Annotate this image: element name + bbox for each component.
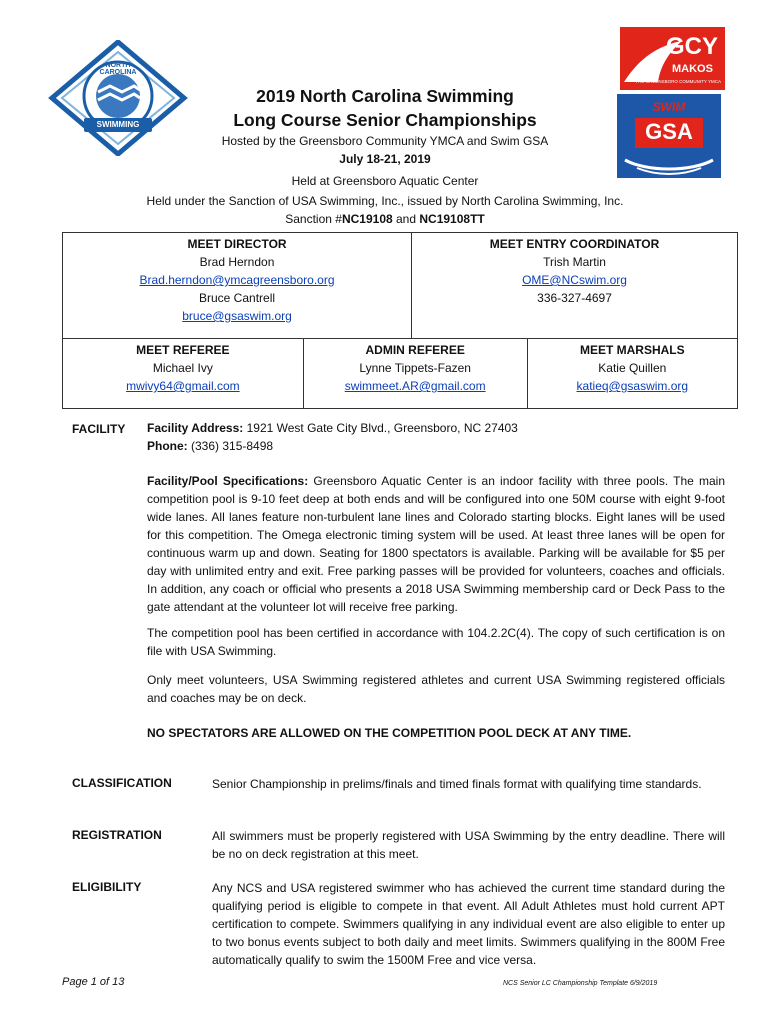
meet-marshals-name: Katie Quillen <box>598 361 667 375</box>
sanction-number-1: NC19108 <box>341 212 393 226</box>
eligibility-label: ELIGIBILITY <box>72 880 142 894</box>
meet-director-name-1: Brad Herndon <box>199 255 275 269</box>
classification-text: Senior Championship in prelims/finals and timed finals format with qualifying time standards. <box>212 777 702 791</box>
meet-title <box>170 84 600 132</box>
registration-text: All swimmers must be properly registered with USA Swimming by the entry deadline. There will be no on deck registration at this meet. <box>212 829 725 861</box>
gsa-text: GSA <box>645 119 693 144</box>
registration-label: REGISTRATION <box>72 828 162 842</box>
sanction-prefix: Sanction # <box>285 212 342 226</box>
facility-deck-access: Only meet volunteers, USA Swimming registered athletes and current USA Swimming registered officials and coaches may be on deck. <box>147 673 725 705</box>
meet-referee-cell <box>63 339 304 409</box>
facility-specifications <box>147 472 725 616</box>
meet-director-heading: MEET DIRECTOR <box>187 237 287 251</box>
entry-coordinator-cell <box>412 233 738 339</box>
no-spectators-notice: NO SPECTATORS ARE ALLOWED ON THE COMPETITION POOL DECK AT ANY TIME. <box>147 726 632 740</box>
classification-label: CLASSIFICATION <box>72 776 172 790</box>
admin-referee-email[interactable]: swimmeet.AR@gmail.com <box>344 379 486 393</box>
entry-coordinator-phone: 336-327-4697 <box>537 291 612 305</box>
facility-address <box>147 419 725 437</box>
entry-coordinator-email[interactable]: OME@NCswim.org <box>522 273 627 287</box>
admin-referee-heading: ADMIN REFEREE <box>365 343 465 357</box>
gcy-subtext: THE GREENSBORO COMMUNITY YMCA <box>635 79 721 84</box>
gsa-swim-text: SWIM <box>652 100 686 114</box>
facility-address-value: 1921 West Gate City Blvd., Greensboro, NC 27403 <box>243 421 518 435</box>
facility-spec-text: Greensboro Aquatic Center is an indoor facility with three pools. The main competition pool is 9-10 feet deep at both ends and will be configured into one 50M course with eight 9-foot wide lanes. All lanes feature non-turbulent lane lines and Colorado starting blocks. Eight lanes will be used for this competition. The Omega electronic timing system will be used. At least three lanes will be open for continuous warm up and down. Seating for 1800 spectators is available. Parking will be available for $5 per day with unlimited entry and exit. Free parking passes will be provided for volunteers, coaches and officials. In addition, any coach or official who presents a 2018 USA Swimming membership card or Deck Pass to the gate attendant at the volunteer lot will receive free parking. <box>147 474 725 614</box>
meet-marshals-email[interactable]: katieq@gsaswim.org <box>576 379 689 393</box>
facility-label: FACILITY <box>72 422 126 436</box>
meet-director-cell <box>63 233 412 339</box>
hosted-by: Hosted by the Greensboro Community YMCA and Swim GSA <box>221 134 549 148</box>
entry-coordinator-heading: MEET ENTRY COORDINATOR <box>489 237 660 251</box>
meet-marshals-heading: MEET MARSHALS <box>579 343 685 357</box>
sanction-and: and <box>392 212 420 226</box>
eligibility-text: Any NCS and USA registered swimmer who has achieved the current time standard during the qualifying period is eligible to compete in that event. All Adult Athletes must hold current APT certification to compete. Swimmers qualifying in any individual event are also eligible to enter up to two bonus events subject to both daily and meet limits. Swimmers qualifying in the 800M Free automatically qualify to swim the 1500M Free and vice versa. <box>212 881 725 967</box>
meet-dates: July 18-21, 2019 <box>339 152 431 166</box>
meet-location: Held at Greensboro Aquatic Center <box>291 174 479 188</box>
entry-coordinator-name: Trish Martin <box>543 255 606 269</box>
facility-phone-value: (336) 315-8498 <box>187 439 274 453</box>
facility-certification: The competition pool has been certified in accordance with 104.2.2C(4). The copy of such certification is on file with USA Swimming. <box>147 626 725 658</box>
meet-marshals-cell <box>527 339 737 409</box>
title-line-1: 2019 North Carolina Swimming <box>256 86 514 106</box>
template-footer: NCS Senior LC Championship Template 6/9/2019 <box>503 980 658 987</box>
title-line-2: Long Course Senior Championships <box>233 110 537 130</box>
admin-referee-cell <box>303 339 527 409</box>
meet-director-name-2: Bruce Cantrell <box>199 291 276 305</box>
meet-officials-table <box>62 232 738 409</box>
meet-referee-name: Michael Ivy <box>152 361 213 375</box>
facility-phone <box>147 437 725 455</box>
meet-director-email-2[interactable]: bruce@gsaswim.org <box>182 309 292 323</box>
facility-spec-label: Facility/Pool Specifications: <box>147 474 309 488</box>
gcy-text: GCY <box>666 33 719 60</box>
facility-phone-label: Phone: <box>147 439 188 453</box>
admin-referee-name: Lynne Tippets-Fazen <box>359 361 471 375</box>
meet-referee-heading: MEET REFEREE <box>136 343 230 357</box>
sanction-numbers <box>100 210 670 228</box>
sanction-number-2: NC19108TT <box>419 212 485 226</box>
page-number: Page 1 of 13 <box>62 976 125 988</box>
nc-logo-text-bottom: SWIMMING <box>96 120 140 129</box>
nc-logo-text-top: NORTH CAROLINA <box>99 62 137 76</box>
sanction-line: Held under the Sanction of USA Swimming, Inc., issued by North Carolina Swimming, Inc. <box>146 194 624 208</box>
makos-text: MAKOS <box>672 63 713 75</box>
gcy-makos-logo <box>620 27 725 90</box>
meet-director-email-1[interactable]: Brad.herndon@ymcagreensboro.org <box>139 273 335 287</box>
facility-address-label: Facility Address: <box>147 421 244 435</box>
meet-referee-email[interactable]: mwivy64@gmail.com <box>126 379 240 393</box>
